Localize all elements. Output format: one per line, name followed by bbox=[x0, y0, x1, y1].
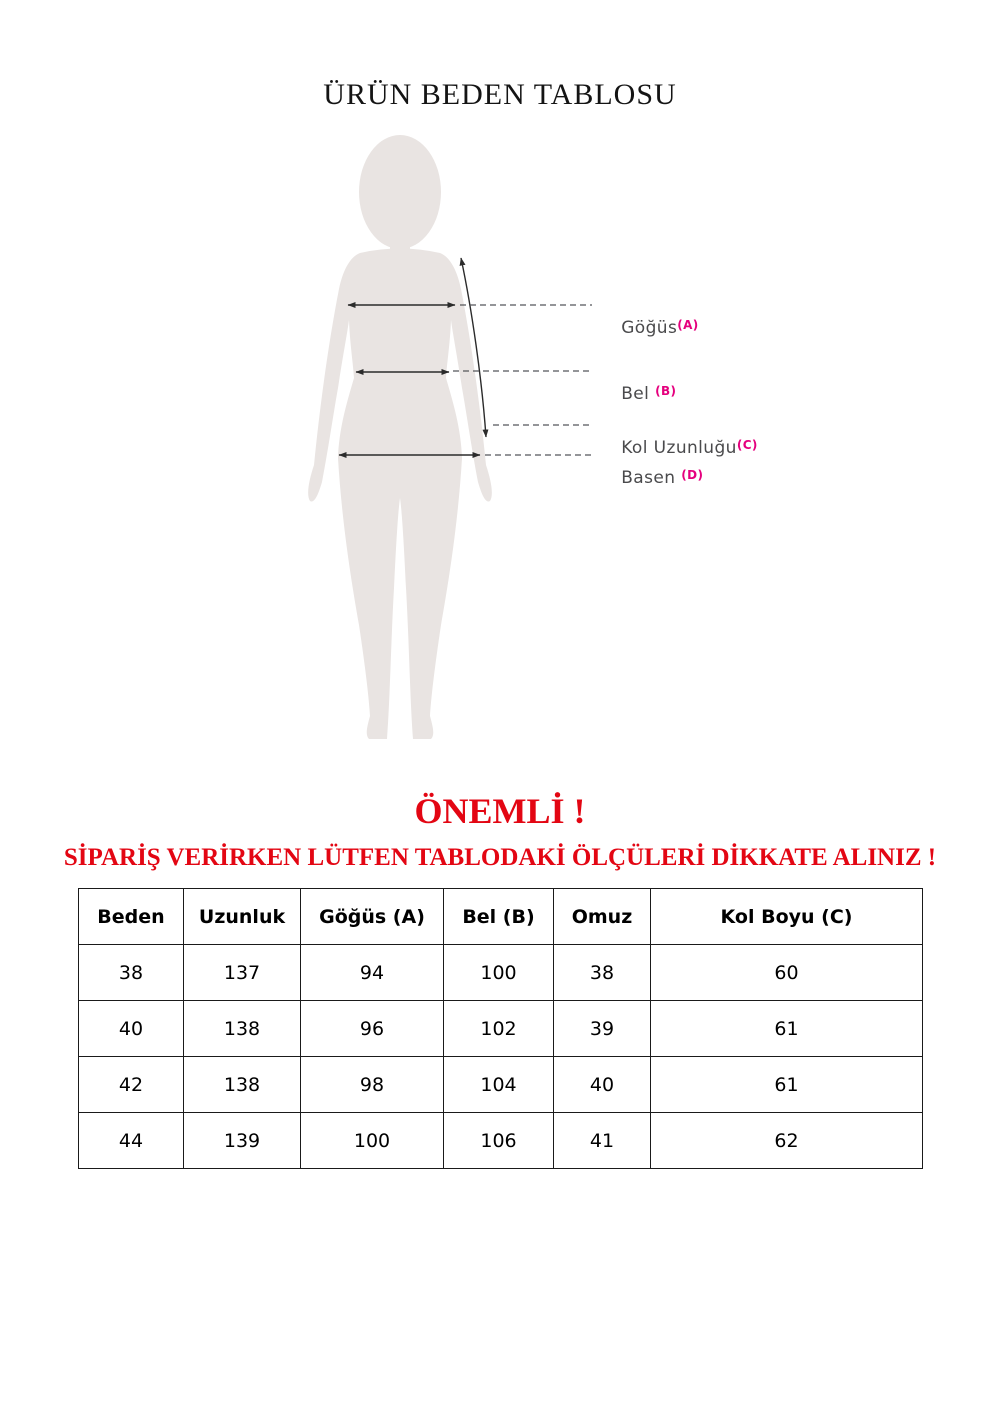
size-cell: 96 bbox=[301, 1001, 444, 1057]
silhouette-body bbox=[308, 249, 492, 740]
header-beden: Beden bbox=[79, 889, 184, 945]
measure-label-chest bbox=[598, 295, 699, 338]
header-kol-boyu: Kol Boyu (C) bbox=[651, 889, 923, 945]
size-cell: 102 bbox=[444, 1001, 554, 1057]
size-cell: 98 bbox=[301, 1057, 444, 1113]
important-heading: ÖNEMLİ ! bbox=[414, 791, 586, 831]
table-row bbox=[79, 1113, 923, 1169]
size-cell: 94 bbox=[301, 945, 444, 1001]
size-cell: 62 bbox=[651, 1113, 923, 1169]
size-cell: 38 bbox=[554, 945, 651, 1001]
measure-letter-c: (C) bbox=[736, 438, 758, 452]
page-title: ÜRÜN BEDEN TABLOSU bbox=[323, 78, 677, 111]
size-cell: 100 bbox=[301, 1113, 444, 1169]
header-omuz: Omuz bbox=[554, 889, 651, 945]
size-cell: 100 bbox=[444, 945, 554, 1001]
table-row bbox=[79, 1001, 923, 1057]
header-uzunluk: Uzunluk bbox=[184, 889, 301, 945]
measure-label-waist-text: Bel bbox=[621, 384, 656, 404]
measure-label-hip bbox=[598, 445, 704, 488]
size-cell: 44 bbox=[79, 1113, 184, 1169]
measure-letter-b: (B) bbox=[655, 384, 677, 398]
measure-label-arm-text: Kol Uzunluğu bbox=[621, 438, 737, 458]
size-cell: 61 bbox=[651, 1001, 923, 1057]
order-notice-text: SİPARİŞ VERİRKEN LÜTFEN TABLODAKİ ÖLÇÜLERİ DİKKATE ALINIZ ! bbox=[63, 844, 937, 871]
size-cell: 138 bbox=[184, 1001, 301, 1057]
header-gogus: Göğüs (A) bbox=[301, 889, 444, 945]
size-table-header-row bbox=[79, 889, 923, 945]
measure-label-hip-text: Basen bbox=[621, 468, 682, 488]
measure-label-chest-text: Göğüs bbox=[621, 318, 678, 338]
size-cell: 39 bbox=[554, 1001, 651, 1057]
size-cell: 104 bbox=[444, 1057, 554, 1113]
table-row bbox=[79, 945, 923, 1001]
size-cell: 60 bbox=[651, 945, 923, 1001]
size-cell: 137 bbox=[184, 945, 301, 1001]
body-silhouette bbox=[308, 135, 492, 739]
measure-letter-d: (D) bbox=[681, 468, 704, 482]
size-cell: 138 bbox=[184, 1057, 301, 1113]
size-cell: 40 bbox=[79, 1001, 184, 1057]
size-cell: 41 bbox=[554, 1113, 651, 1169]
measure-letter-a: (A) bbox=[677, 318, 699, 332]
size-cell: 106 bbox=[444, 1113, 554, 1169]
size-table bbox=[78, 888, 923, 1169]
size-cell: 40 bbox=[554, 1057, 651, 1113]
size-cell: 38 bbox=[79, 945, 184, 1001]
header-bel: Bel (B) bbox=[444, 889, 554, 945]
measure-label-arm bbox=[598, 415, 758, 458]
table-row bbox=[79, 1057, 923, 1113]
size-cell: 139 bbox=[184, 1113, 301, 1169]
measure-label-waist bbox=[598, 361, 677, 404]
size-cell: 42 bbox=[79, 1057, 184, 1113]
size-cell: 61 bbox=[651, 1057, 923, 1113]
